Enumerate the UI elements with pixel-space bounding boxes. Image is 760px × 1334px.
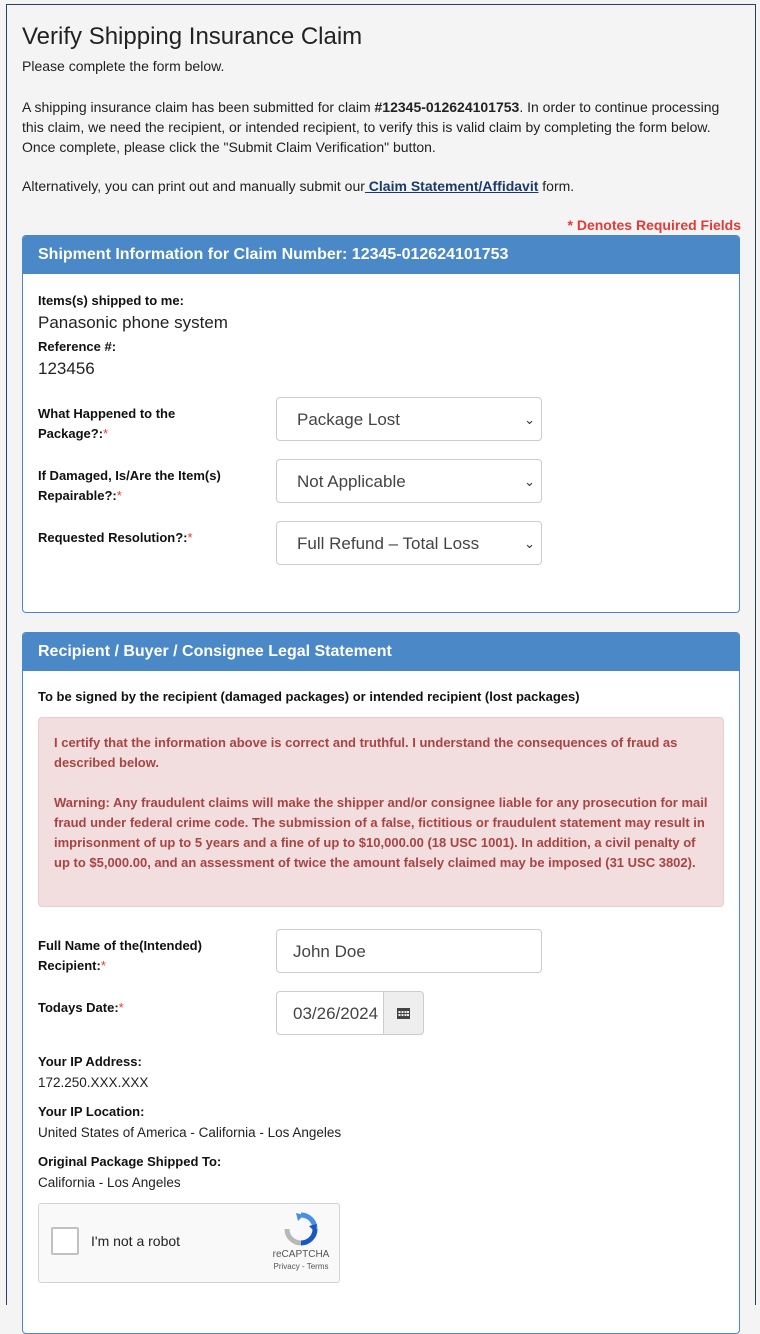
date-input[interactable]: 03/26/2024 xyxy=(276,991,384,1035)
chevron-down-icon: ⌄ xyxy=(524,536,535,551)
required-star: * xyxy=(187,530,193,545)
original-shipped-label: Original Package Shipped To: xyxy=(38,1154,222,1169)
recaptcha-label: I'm not a robot xyxy=(91,1233,181,1249)
shipment-panel xyxy=(22,235,740,613)
date-field xyxy=(276,991,424,1035)
full-name-label xyxy=(38,936,202,976)
fraud-warning-alert xyxy=(38,717,724,907)
warning-text: Warning: Any fraudulent claims will make the shipper and/or consignee liable for any prosecution for mail fraud under federal crime code. The submission of a false, fictitious or fraudulent statement may result in imprisonment of up to 5 years and a fine of up to $10,000.00 (18 USC 1001). In addition, a civil penalty of up to $5,000.00, and an assessment of twice the amount falsely claimed may be imposed (31 USC 3802). xyxy=(54,795,708,870)
calendar-button[interactable] xyxy=(383,991,424,1035)
full-name-label-line1: Full Name of the(Intended) xyxy=(38,938,202,953)
recaptcha-logo-icon xyxy=(284,1212,318,1246)
resolution-value: Full Refund – Total Loss xyxy=(297,534,480,553)
ip-address-value: 172.250.XXX.XXX xyxy=(38,1075,149,1090)
items-value: Panasonic phone system xyxy=(38,313,228,332)
resolution-select[interactable] xyxy=(276,521,542,565)
intro-text xyxy=(22,97,737,157)
required-fields-note: * Denotes Required Fields xyxy=(567,217,741,233)
what-happened-label-line2: Package?: xyxy=(38,426,104,441)
date-label xyxy=(38,998,124,1018)
repairable-label-line2: Repairable?: xyxy=(38,488,117,503)
resolution-label-text: Requested Resolution?: xyxy=(38,530,188,545)
alt-prefix: Alternatively, you can print out and manually submit our xyxy=(22,178,365,194)
alternative-text xyxy=(22,178,574,194)
date-label-text: Todays Date: xyxy=(38,1000,119,1015)
ip-address-label: Your IP Address: xyxy=(38,1054,142,1069)
required-star: * xyxy=(116,488,122,503)
repairable-select[interactable] xyxy=(276,459,542,503)
reference-value: 123456 xyxy=(38,359,95,378)
recaptcha-widget xyxy=(38,1203,340,1283)
recaptcha-checkbox[interactable] xyxy=(51,1227,79,1255)
ip-location-label: Your IP Location: xyxy=(38,1104,145,1119)
page-title: Verify Shipping Insurance Claim xyxy=(22,23,363,50)
recaptcha-brand: reCAPTCHA xyxy=(272,1249,330,1260)
shipment-panel-header: Shipment Information for Claim Number: 12345-012624101753 xyxy=(23,236,739,274)
original-shipped-value: California - Los Angeles xyxy=(38,1175,181,1190)
page-subtitle: Please complete the form below. xyxy=(22,58,225,74)
full-name-label-line2: Recipient: xyxy=(38,958,101,973)
required-star: * xyxy=(100,958,106,973)
ip-location-value: United States of America - California - Los Angeles xyxy=(38,1125,342,1140)
intro-suffix: . In order to continue processing this claim, we need the recipient, or intended recipient, to verify this is valid claim by completing the form below. Once complete, please click the "Submit Claim Verification" button. xyxy=(22,99,720,155)
required-star: * xyxy=(103,426,109,441)
repairable-value: Not Applicable xyxy=(297,472,406,491)
full-name-input[interactable]: John Doe xyxy=(276,929,542,973)
reference-label: Reference #: xyxy=(38,339,117,354)
repairable-label-line1: If Damaged, Is/Are the Item(s) xyxy=(38,468,221,483)
what-happened-value: Package Lost xyxy=(297,410,401,429)
resolution-label xyxy=(38,528,193,548)
what-happened-label-line1: What Happened to the xyxy=(38,406,176,421)
page-frame xyxy=(6,4,756,1305)
sign-note: To be signed by the recipient (damaged packages) or intended recipient (lost packages) xyxy=(38,689,580,704)
claim-statement-link[interactable]: Claim Statement/Affidavit xyxy=(364,178,539,194)
what-happened-label xyxy=(38,404,175,444)
intro-prefix: A shipping insurance claim has been submitted for claim xyxy=(22,99,375,115)
legal-statement-header: Recipient / Buyer / Consignee Legal Statement xyxy=(23,633,739,671)
what-happened-select[interactable] xyxy=(276,397,542,441)
alt-suffix: form. xyxy=(538,178,575,194)
chevron-down-icon: ⌄ xyxy=(524,412,535,427)
repairable-label xyxy=(38,466,221,506)
certify-text: I certify that the information above is correct and truthful. I understand the consequences of fraud as described below. xyxy=(54,735,678,770)
legal-statement-panel xyxy=(22,632,740,1334)
calendar-icon xyxy=(397,1007,410,1019)
items-label: Items(s) shipped to me: xyxy=(38,293,184,308)
required-star: * xyxy=(118,1000,124,1015)
chevron-down-icon: ⌄ xyxy=(524,474,535,489)
intro-claim-number: #12345-012624101753 xyxy=(374,99,520,115)
recaptcha-terms-link[interactable]: Privacy - Terms xyxy=(273,1262,329,1271)
